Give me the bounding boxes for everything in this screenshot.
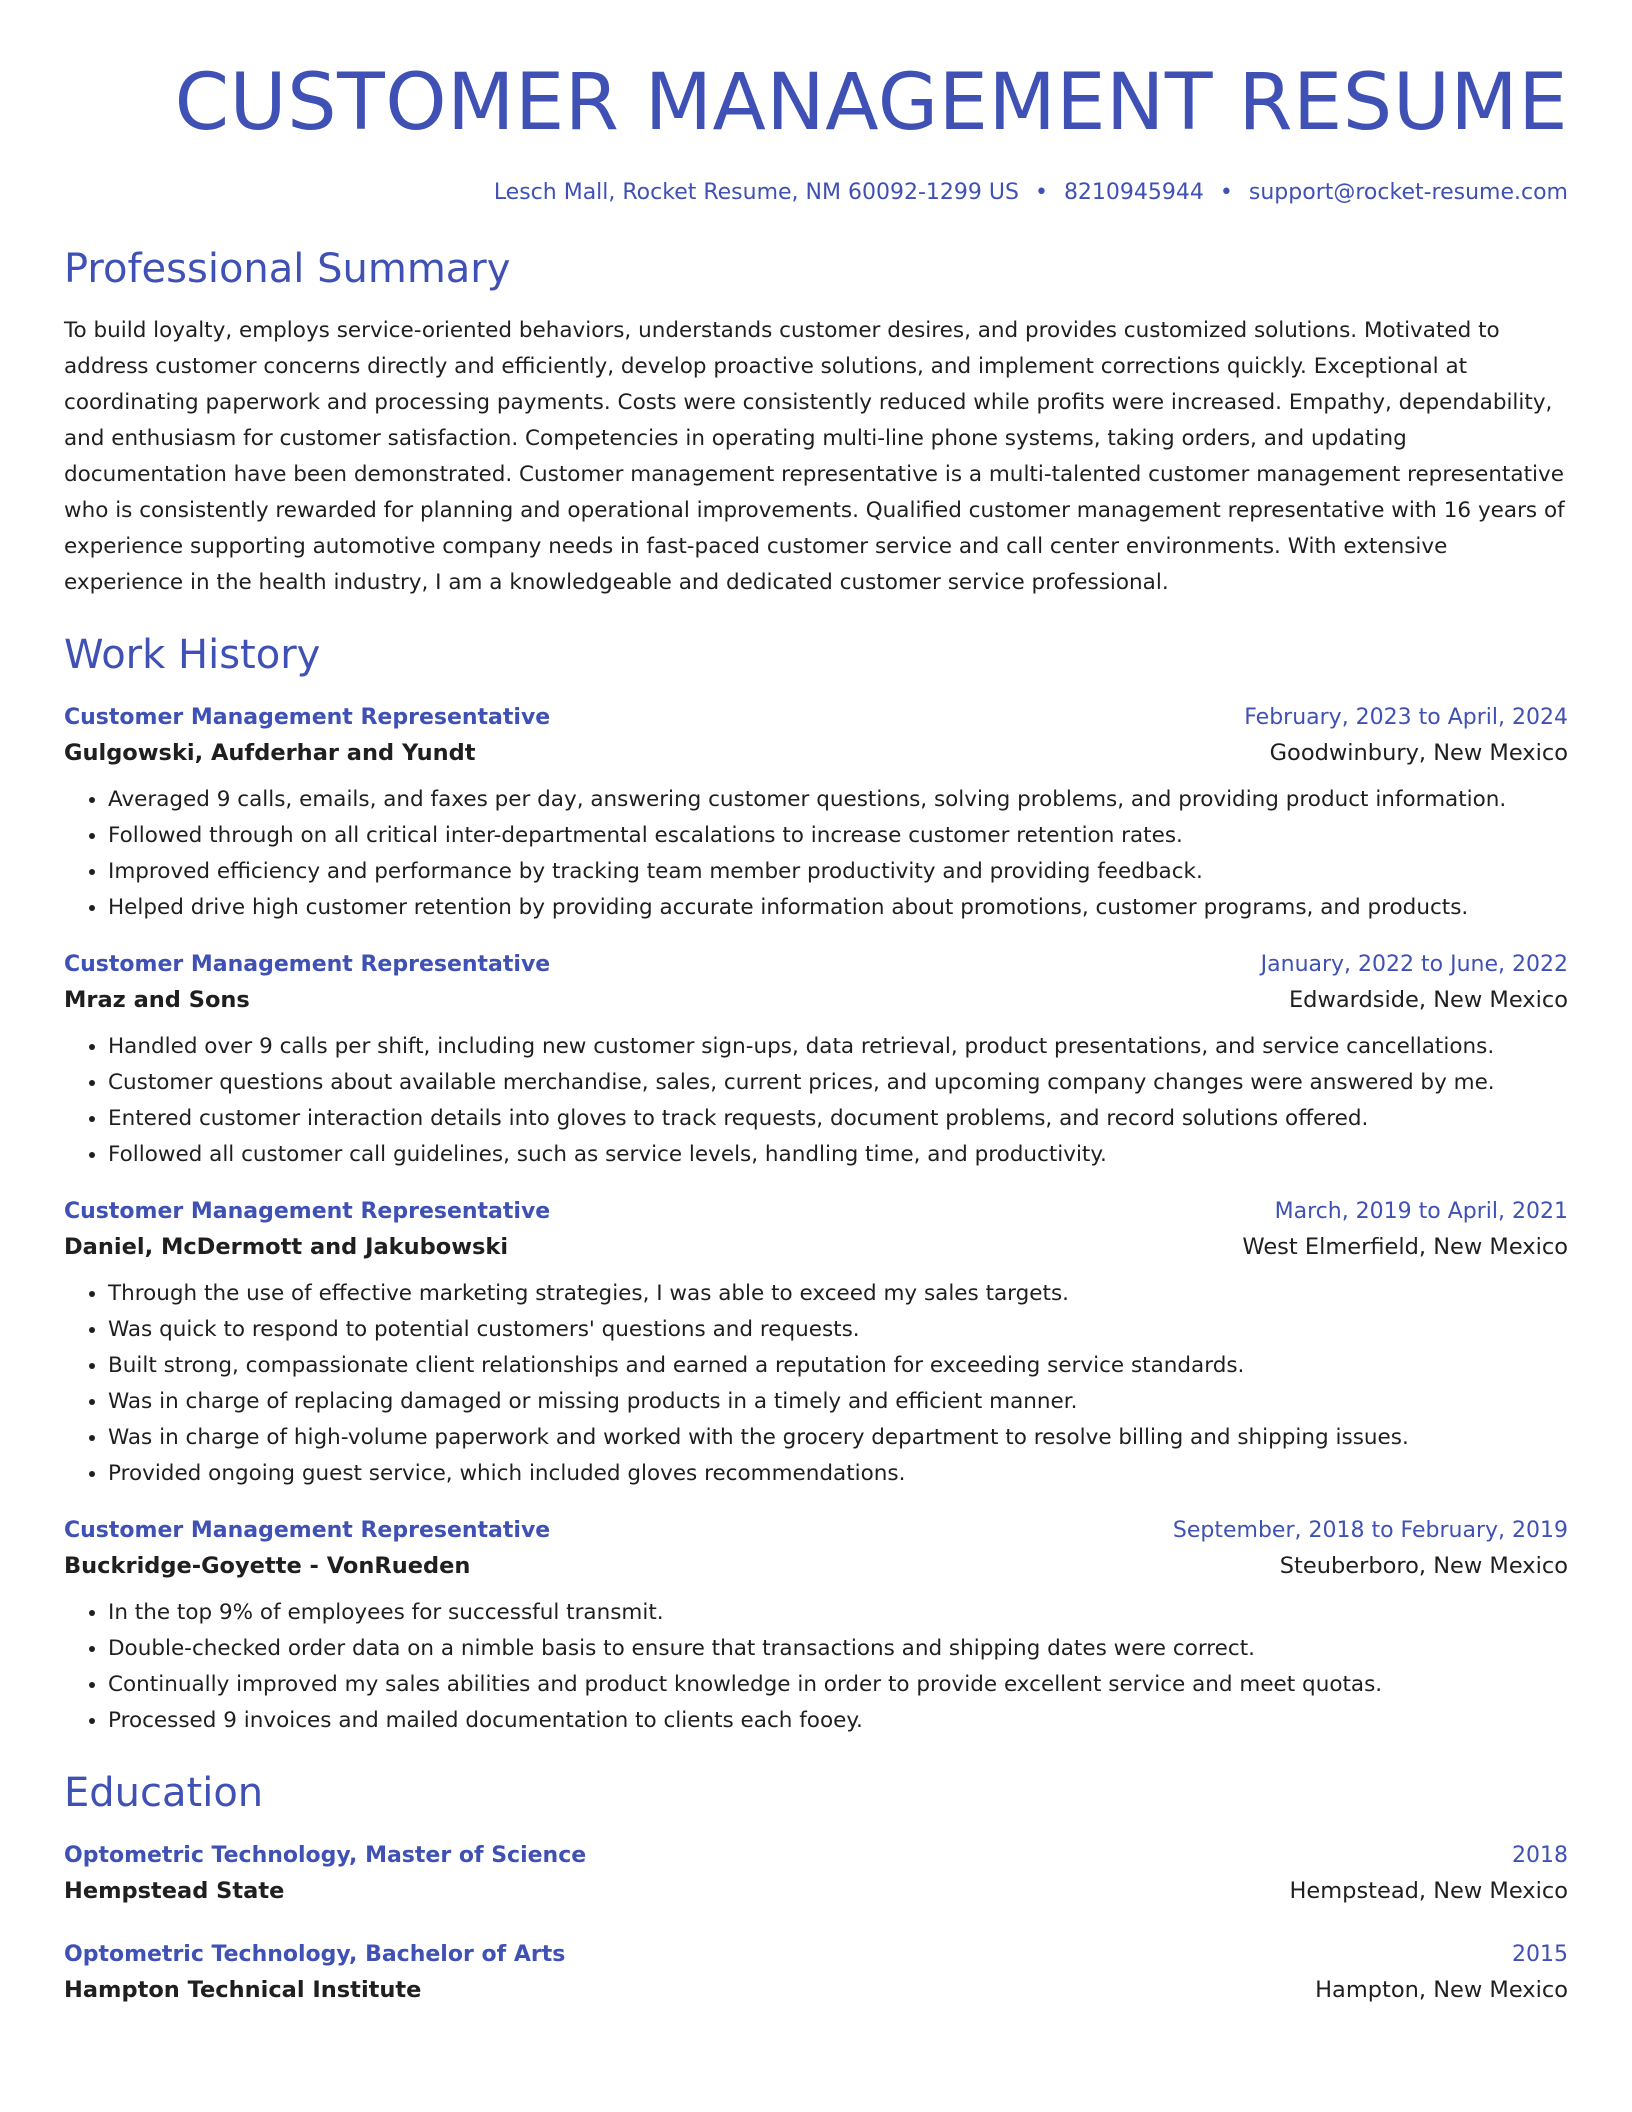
bullet-item: • Customer questions about available merchandise, sales, current prices, and upcoming company changes were answered by me.	[108, 1065, 1568, 1101]
job-employer: Buckridge-Goyette - VonRueden	[64, 1553, 471, 1579]
job-dates: March, 2019 to April, 2021	[1274, 1199, 1568, 1224]
job-bullets	[64, 1276, 1568, 1492]
education-heading: Education	[64, 1770, 264, 1816]
bullet-item: • Followed all customer call guidelines, such as service levels, handling time, and productivity.	[108, 1137, 1568, 1173]
resume-page	[64, 0, 1568, 2003]
job-entry	[64, 1518, 1568, 1739]
resume-title: CUSTOMER MANAGEMENT RESUME	[174, 58, 1568, 148]
bullet-item: • Was quick to respond to potential customers' questions and requests.	[108, 1312, 1568, 1348]
bullet-item: • Double-checked order data on a nimble basis to ensure that transactions and shipping dates were correct.	[108, 1631, 1568, 1667]
job-role: Customer Management Representative	[64, 705, 551, 730]
education-year: 2015	[1512, 1942, 1568, 1967]
education-location: Hampton, New Mexico	[1315, 1977, 1568, 2003]
bullet-item: • Was in charge of replacing damaged or missing products in a timely and efficient manner.	[108, 1384, 1568, 1420]
job-dates: January, 2022 to June, 2022	[1260, 952, 1568, 977]
job-role: Customer Management Representative	[64, 1518, 551, 1543]
education-school: Hempstead State	[64, 1878, 285, 1904]
contact-address: Lesch Mall, Rocket Resume, NM 60092-1299 US	[493, 180, 1019, 205]
job-dates: September, 2018 to February, 2019	[1172, 1518, 1568, 1543]
bullet-item: • Built strong, compassionate client relationships and earned a reputation for exceeding service standards.	[108, 1348, 1568, 1384]
bullet-item: • Helped drive high customer retention by providing accurate information about promotions, customer programs, and products.	[108, 890, 1568, 926]
education-degree: Optometric Technology, Bachelor of Arts	[64, 1942, 566, 1967]
job-entry	[64, 705, 1568, 926]
bullet-item: • Was in charge of high-volume paperwork and worked with the grocery department to resolve billing and shipping issues.	[108, 1420, 1568, 1456]
contact-email[interactable]: support@rocket-resume.com	[1248, 180, 1568, 205]
bullet-item: • Provided ongoing guest service, which included gloves recommendations.	[108, 1456, 1568, 1492]
education-entry	[64, 1942, 1568, 2003]
education-location: Hempstead, New Mexico	[1289, 1878, 1568, 1904]
job-bullets	[64, 1029, 1568, 1173]
job-bullets	[64, 1595, 1568, 1739]
bullet-item: • Entered customer interaction details into gloves to track requests, document problems, and record solutions offered.	[108, 1101, 1568, 1137]
bullet-item: • Averaged 9 calls, emails, and faxes per day, answering customer questions, solving problems, and providing product information.	[108, 782, 1568, 818]
contact-line	[64, 180, 1568, 205]
job-role: Customer Management Representative	[64, 1199, 551, 1224]
bullet-item: • Through the use of effective marketing strategies, I was able to exceed my sales targets.	[108, 1276, 1568, 1312]
job-employer: Mraz and Sons	[64, 987, 250, 1013]
education-school: Hampton Technical Institute	[64, 1977, 422, 2003]
education-degree: Optometric Technology, Master of Science	[64, 1843, 587, 1868]
job-entry	[64, 952, 1568, 1173]
job-location: Steuberboro, New Mexico	[1279, 1553, 1568, 1579]
job-dates: February, 2023 to April, 2024	[1244, 705, 1568, 730]
job-location: West Elmerfield, New Mexico	[1242, 1234, 1568, 1260]
education-entry	[64, 1843, 1568, 1904]
contact-separator: •	[1219, 180, 1233, 205]
bullet-item: • Improved efficiency and performance by tracking team member productivity and providing feedback.	[108, 854, 1568, 890]
summary-text: To build loyalty, employs service-oriented behaviors, understands customer desires, and provides customized solutions. Motivated to address customer concerns directly and efficiently, develop proactive solutions, and implement corrections quickly. Exceptional at coordinating paperwork and processing payments. Costs were consistently reduced while profits were increased. Empathy, dependability, and enthusiasm for customer satisfaction. Competencies in operating multi-line phone systems, taking orders, and updating documentation have been demonstrated. Customer management representative is a multi-talented customer management representative who is consistently rewarded for planning and operational improvements. Qualified customer management representative with 16 years of experience supporting automotive company needs in fast-paced customer service and call center environments. With extensive experience in the health industry, I am a knowledgeable and dedicated customer service professional.	[64, 318, 1565, 595]
job-entry	[64, 1199, 1568, 1492]
job-role: Customer Management Representative	[64, 952, 551, 977]
bullet-item: • Handled over 9 calls per shift, including new customer sign-ups, data retrieval, product presentations, and service cancellations.	[108, 1029, 1568, 1065]
job-location: Edwardside, New Mexico	[1288, 987, 1568, 1013]
job-employer: Gulgowski, Aufderhar and Yundt	[64, 740, 476, 766]
bullet-item: • In the top 9% of employees for successful transmit.	[108, 1595, 1568, 1631]
job-bullets	[64, 782, 1568, 926]
contact-phone[interactable]: 8210945944	[1063, 180, 1204, 205]
job-location: Goodwinbury, New Mexico	[1269, 740, 1568, 766]
summary-heading: Professional Summary	[64, 246, 511, 292]
bullet-item: • Processed 9 invoices and mailed documentation to clients each fooey.	[108, 1703, 1568, 1739]
education-year: 2018	[1512, 1843, 1568, 1868]
bullet-item: • Continually improved my sales abilities and product knowledge in order to provide excellent service and meet quotas.	[108, 1667, 1568, 1703]
contact-separator: •	[1034, 180, 1048, 205]
job-employer: Daniel, McDermott and Jakubowski	[64, 1234, 509, 1260]
bullet-item: • Followed through on all critical inter-departmental escalations to increase customer retention rates.	[108, 818, 1568, 854]
work-history-heading: Work History	[64, 632, 321, 678]
